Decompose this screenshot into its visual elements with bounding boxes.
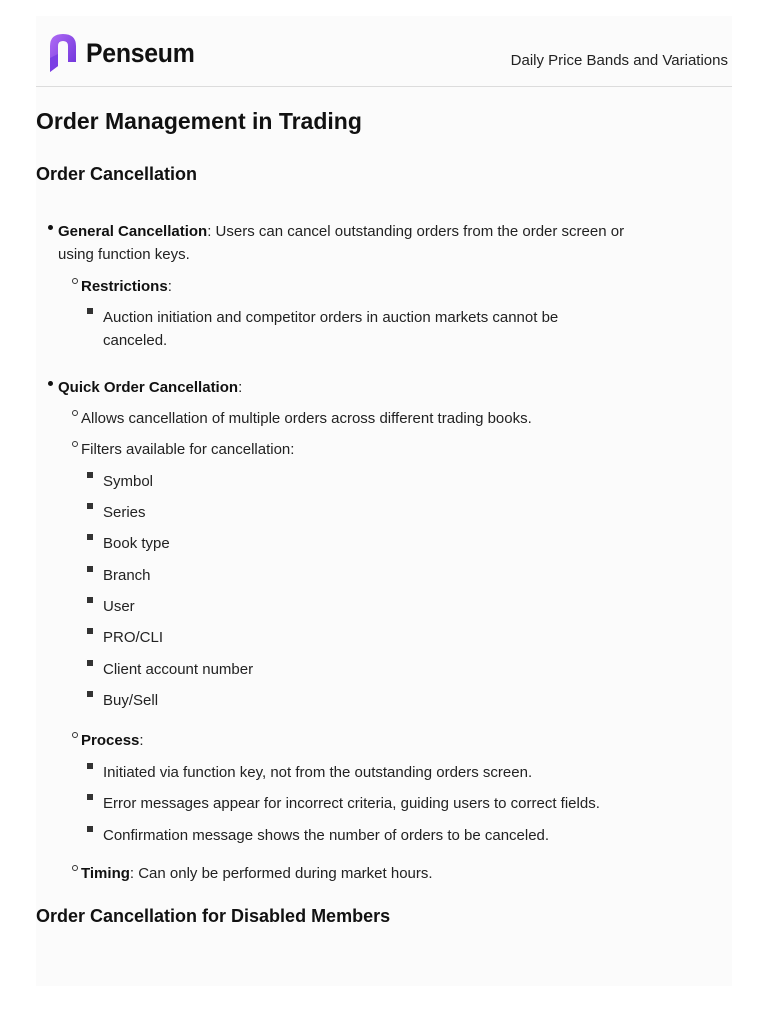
bullet-level3 (87, 503, 93, 509)
page-title: Order Management in Trading (36, 108, 362, 134)
bullet-level3 (87, 660, 93, 666)
bullet-level2 (72, 441, 78, 447)
process-step: Confirmation message shows the number of orders to be canceled. (103, 827, 550, 844)
restriction-text-cont: canceled. (103, 332, 168, 349)
bullet-level2 (72, 865, 78, 871)
bullet-level1 (48, 381, 53, 386)
general-cancellation-text-cont: using function keys. (58, 246, 190, 263)
bullet-level3 (87, 566, 93, 572)
bullet-level2 (72, 410, 78, 416)
bullet-level3 (87, 826, 93, 832)
process-colon: : (139, 732, 144, 749)
bullet-level3 (87, 628, 93, 634)
document-title: Daily Price Bands and Variations (510, 52, 728, 69)
filter-item: Client account number (103, 661, 254, 678)
process-step: Error messages appear for incorrect criteria, guiding users to correct fields. (103, 795, 600, 812)
bullet-level2 (72, 278, 78, 284)
list-item-restrictions (81, 275, 172, 298)
filter-item: Buy/Sell (103, 692, 159, 709)
list-item-filters-intro: Filters available for cancellation: (81, 441, 295, 458)
restriction-text: Auction initiation and competitor orders in auction markets cannot be (103, 309, 559, 326)
process-label: Process (81, 732, 140, 749)
filter-item: Book type (103, 535, 170, 552)
page-header (36, 16, 732, 87)
bullet-level3 (87, 597, 93, 603)
filter-item: Series (103, 504, 146, 521)
quick-cancellation-colon: : (238, 379, 243, 396)
bullet-level2 (72, 732, 78, 738)
list-item-process (81, 729, 144, 752)
brand-logo[interactable] (48, 31, 204, 75)
process-step: Initiated via function key, not from the outstanding orders screen. (103, 764, 533, 781)
bullet-level3 (87, 691, 93, 697)
filter-item: PRO/CLI (103, 629, 164, 646)
general-cancellation-text: : Users can cancel outstanding orders from the order screen or (207, 223, 625, 240)
penseum-logo-icon (48, 32, 78, 74)
quick-cancellation-label: Quick Order Cancellation (58, 379, 239, 396)
bullet-level3 (87, 308, 93, 314)
bullet-level3 (87, 763, 93, 769)
general-cancellation-label: General Cancellation (58, 223, 208, 240)
bullet-level3 (87, 472, 93, 478)
list-item-restriction-detail (103, 306, 703, 352)
list-item-quick-order-cancellation (58, 376, 242, 399)
timing-label: Timing (81, 865, 130, 882)
brand-name: Penseum (86, 37, 195, 68)
document-page (36, 16, 732, 986)
timing-text: : Can only be performed during market hours. (129, 865, 433, 882)
list-item-allows: Allows cancellation of multiple orders across different trading books. (81, 410, 532, 427)
bullet-level1 (48, 225, 53, 230)
filter-item: Branch (103, 567, 151, 584)
list-item-general-cancellation (58, 220, 718, 266)
bullet-level3 (87, 794, 93, 800)
filter-item: Symbol (103, 473, 154, 490)
restrictions-colon: : (167, 278, 172, 295)
restrictions-label: Restrictions (81, 278, 168, 295)
list-item-timing (81, 862, 433, 885)
section-heading-disabled-members: Order Cancellation for Disabled Members (36, 906, 391, 926)
filter-item: User (103, 598, 135, 615)
bullet-level3 (87, 534, 93, 540)
section-heading-order-cancellation: Order Cancellation (36, 164, 198, 184)
